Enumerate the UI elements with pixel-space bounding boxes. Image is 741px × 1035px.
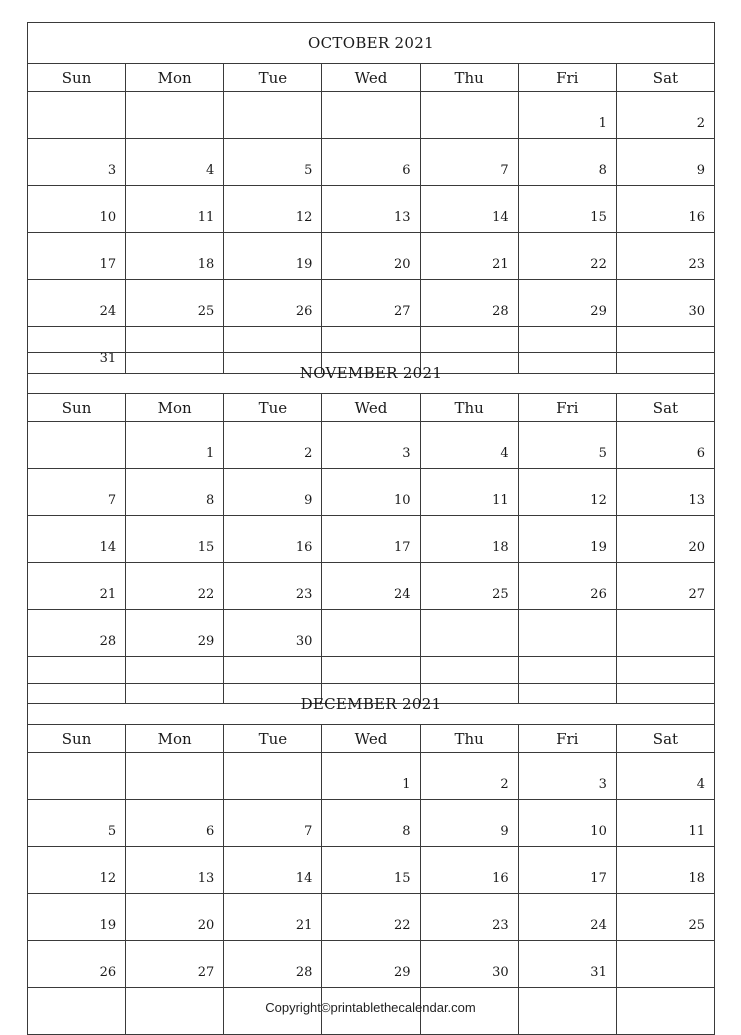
day-cell: 30 — [420, 941, 518, 988]
day-cell: 25 — [616, 894, 714, 941]
day-cell: 29 — [322, 941, 420, 988]
day-cell: 3 — [28, 139, 126, 186]
day-cell: 27 — [126, 941, 224, 988]
day-cell — [420, 610, 518, 657]
week-row — [28, 800, 715, 847]
weekday-header: Mon — [126, 394, 224, 422]
day-cell: 1 — [126, 422, 224, 469]
week-row — [28, 186, 715, 233]
week-row — [28, 280, 715, 327]
day-cell — [28, 92, 126, 139]
day-cell: 8 — [126, 469, 224, 516]
day-cell: 13 — [322, 186, 420, 233]
day-cell: 14 — [420, 186, 518, 233]
day-cell: 23 — [616, 233, 714, 280]
weekday-header: Mon — [126, 725, 224, 753]
weekday-header: Fri — [518, 725, 616, 753]
weekday-header: Sun — [28, 725, 126, 753]
day-cell: 14 — [224, 847, 322, 894]
week-row — [28, 139, 715, 186]
week-row — [28, 233, 715, 280]
weekday-header: Sun — [28, 64, 126, 92]
day-cell — [518, 610, 616, 657]
day-cell: 10 — [518, 800, 616, 847]
month-title: OCTOBER 2021 — [28, 23, 715, 64]
day-cell: 21 — [28, 563, 126, 610]
copyright-text: Copyright©printablethecalendar.com — [265, 1000, 476, 1015]
day-cell: 21 — [224, 894, 322, 941]
weekday-header: Thu — [420, 725, 518, 753]
day-cell: 8 — [518, 139, 616, 186]
week-row — [28, 469, 715, 516]
day-cell: 25 — [126, 280, 224, 327]
weekday-header: Sat — [616, 64, 714, 92]
day-cell: 8 — [322, 800, 420, 847]
day-cell — [28, 753, 126, 800]
day-cell: 7 — [224, 800, 322, 847]
week-row — [28, 753, 715, 800]
day-cell: 9 — [420, 800, 518, 847]
month-calendar-2 — [27, 683, 715, 1035]
day-cell: 26 — [518, 563, 616, 610]
day-cell: 5 — [224, 139, 322, 186]
weekday-header: Thu — [420, 394, 518, 422]
day-cell: 28 — [28, 610, 126, 657]
day-cell: 16 — [616, 186, 714, 233]
day-cell: 10 — [322, 469, 420, 516]
day-cell: 19 — [224, 233, 322, 280]
day-cell: 16 — [224, 516, 322, 563]
day-cell: 20 — [322, 233, 420, 280]
day-cell — [322, 610, 420, 657]
day-cell — [224, 753, 322, 800]
day-cell: 30 — [616, 280, 714, 327]
day-cell: 15 — [322, 847, 420, 894]
week-row — [28, 422, 715, 469]
day-cell: 9 — [616, 139, 714, 186]
weekday-header: Tue — [224, 394, 322, 422]
day-cell: 22 — [322, 894, 420, 941]
day-cell: 28 — [224, 941, 322, 988]
weekday-header: Mon — [126, 64, 224, 92]
day-cell: 7 — [28, 469, 126, 516]
month-title: DECEMBER 2021 — [28, 684, 715, 725]
day-cell: 2 — [224, 422, 322, 469]
day-cell — [126, 92, 224, 139]
day-cell: 9 — [224, 469, 322, 516]
day-cell: 17 — [28, 233, 126, 280]
day-cell — [420, 92, 518, 139]
day-cell: 27 — [616, 563, 714, 610]
day-cell — [616, 610, 714, 657]
week-row — [28, 941, 715, 988]
week-row — [28, 92, 715, 139]
day-cell: 14 — [28, 516, 126, 563]
week-row — [28, 847, 715, 894]
day-cell: 29 — [518, 280, 616, 327]
day-cell: 23 — [420, 894, 518, 941]
day-cell: 15 — [126, 516, 224, 563]
day-cell: 31 — [28, 327, 126, 374]
day-cell: 1 — [322, 753, 420, 800]
day-cell: 3 — [518, 753, 616, 800]
day-cell — [224, 92, 322, 139]
day-cell: 28 — [420, 280, 518, 327]
day-cell: 22 — [126, 563, 224, 610]
day-cell: 15 — [518, 186, 616, 233]
day-cell: 26 — [224, 280, 322, 327]
day-cell: 19 — [518, 516, 616, 563]
day-cell: 7 — [420, 139, 518, 186]
weekday-header: Sat — [616, 394, 714, 422]
weekday-header: Fri — [518, 64, 616, 92]
day-cell: 3 — [322, 422, 420, 469]
day-cell: 24 — [28, 280, 126, 327]
day-cell: 20 — [126, 894, 224, 941]
day-cell: 26 — [28, 941, 126, 988]
day-cell: 27 — [322, 280, 420, 327]
day-cell: 4 — [420, 422, 518, 469]
month-title: NOVEMBER 2021 — [28, 353, 715, 394]
day-cell: 23 — [224, 563, 322, 610]
month-calendar-0 — [27, 22, 715, 374]
day-cell — [616, 941, 714, 988]
day-cell — [126, 753, 224, 800]
week-row — [28, 516, 715, 563]
day-cell: 18 — [420, 516, 518, 563]
day-cell: 12 — [28, 847, 126, 894]
day-cell: 31 — [518, 941, 616, 988]
month-calendar-1 — [27, 352, 715, 704]
weekday-header: Thu — [420, 64, 518, 92]
day-cell: 12 — [518, 469, 616, 516]
weekday-header: Sat — [616, 725, 714, 753]
day-cell: 21 — [420, 233, 518, 280]
weekday-header: Wed — [322, 725, 420, 753]
day-cell: 4 — [616, 753, 714, 800]
day-cell: 10 — [28, 186, 126, 233]
weekday-header: Sun — [28, 394, 126, 422]
day-cell — [28, 422, 126, 469]
day-cell: 24 — [518, 894, 616, 941]
day-cell: 5 — [28, 800, 126, 847]
day-cell: 5 — [518, 422, 616, 469]
weekday-header: Wed — [322, 394, 420, 422]
week-row — [28, 563, 715, 610]
day-cell: 29 — [126, 610, 224, 657]
day-cell: 2 — [420, 753, 518, 800]
day-cell: 24 — [322, 563, 420, 610]
day-cell: 11 — [420, 469, 518, 516]
day-cell: 2 — [616, 92, 714, 139]
week-row — [28, 610, 715, 657]
weekday-header: Tue — [224, 64, 322, 92]
day-cell: 18 — [126, 233, 224, 280]
day-cell: 13 — [616, 469, 714, 516]
day-cell: 20 — [616, 516, 714, 563]
day-cell: 30 — [224, 610, 322, 657]
day-cell: 11 — [126, 186, 224, 233]
weekday-header: Tue — [224, 725, 322, 753]
day-cell: 12 — [224, 186, 322, 233]
day-cell: 4 — [126, 139, 224, 186]
weekday-header: Wed — [322, 64, 420, 92]
day-cell — [322, 92, 420, 139]
day-cell: 6 — [322, 139, 420, 186]
day-cell: 18 — [616, 847, 714, 894]
day-cell: 13 — [126, 847, 224, 894]
day-cell: 6 — [126, 800, 224, 847]
day-cell: 19 — [28, 894, 126, 941]
day-cell: 25 — [420, 563, 518, 610]
day-cell: 1 — [518, 92, 616, 139]
day-cell: 17 — [322, 516, 420, 563]
week-row — [28, 894, 715, 941]
day-cell: 11 — [616, 800, 714, 847]
day-cell: 17 — [518, 847, 616, 894]
day-cell: 6 — [616, 422, 714, 469]
day-cell: 22 — [518, 233, 616, 280]
day-cell: 16 — [420, 847, 518, 894]
weekday-header: Fri — [518, 394, 616, 422]
